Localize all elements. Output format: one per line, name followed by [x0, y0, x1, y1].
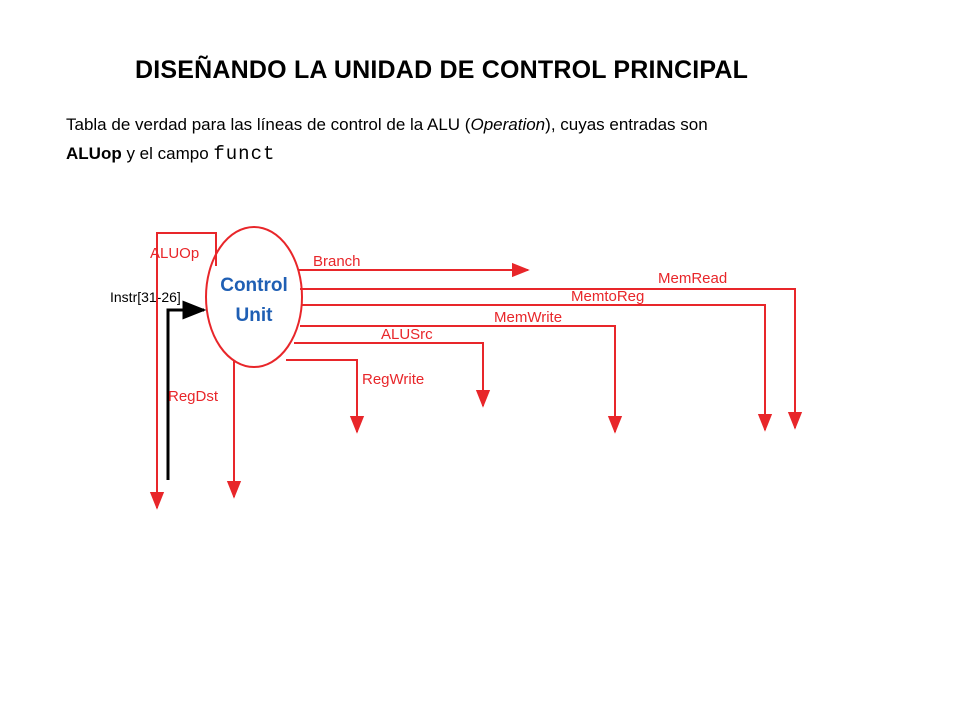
- subtitle-operation: Operation: [470, 115, 546, 134]
- memread-label: MemRead: [658, 270, 728, 287]
- alusrc-label: ALUSrc: [381, 326, 433, 343]
- regwrite-line: [286, 360, 357, 432]
- subtitle-funct: funct: [213, 143, 276, 165]
- regwrite-label: RegWrite: [362, 371, 425, 388]
- aluop-label: ALUOp: [150, 245, 200, 262]
- memtoreg-label: MemtoReg: [571, 288, 645, 305]
- memwrite-line: [300, 326, 615, 432]
- subtitle-text-2: ), cuyas entradas son: [545, 115, 708, 134]
- branch-label: Branch: [313, 253, 361, 270]
- control-unit-ellipse: [206, 227, 302, 367]
- slide-title: DISEÑANDO LA UNIDAD DE CONTROL PRINCIPAL: [135, 56, 749, 84]
- instr-input-label: Instr[31-26]: [110, 289, 181, 305]
- subtitle-aluop: ALUop: [66, 144, 122, 163]
- subtitle-text-1: Tabla de verdad para las líneas de control de la ALU (: [66, 115, 471, 134]
- control-unit-label-1: Control: [220, 275, 288, 296]
- memwrite-label: MemWrite: [494, 309, 563, 326]
- aluop-line: [157, 233, 216, 508]
- regdst-label: RegDst: [168, 388, 219, 405]
- control-unit-label-2: Unit: [235, 305, 273, 326]
- subtitle-text-3: y el campo: [121, 144, 214, 163]
